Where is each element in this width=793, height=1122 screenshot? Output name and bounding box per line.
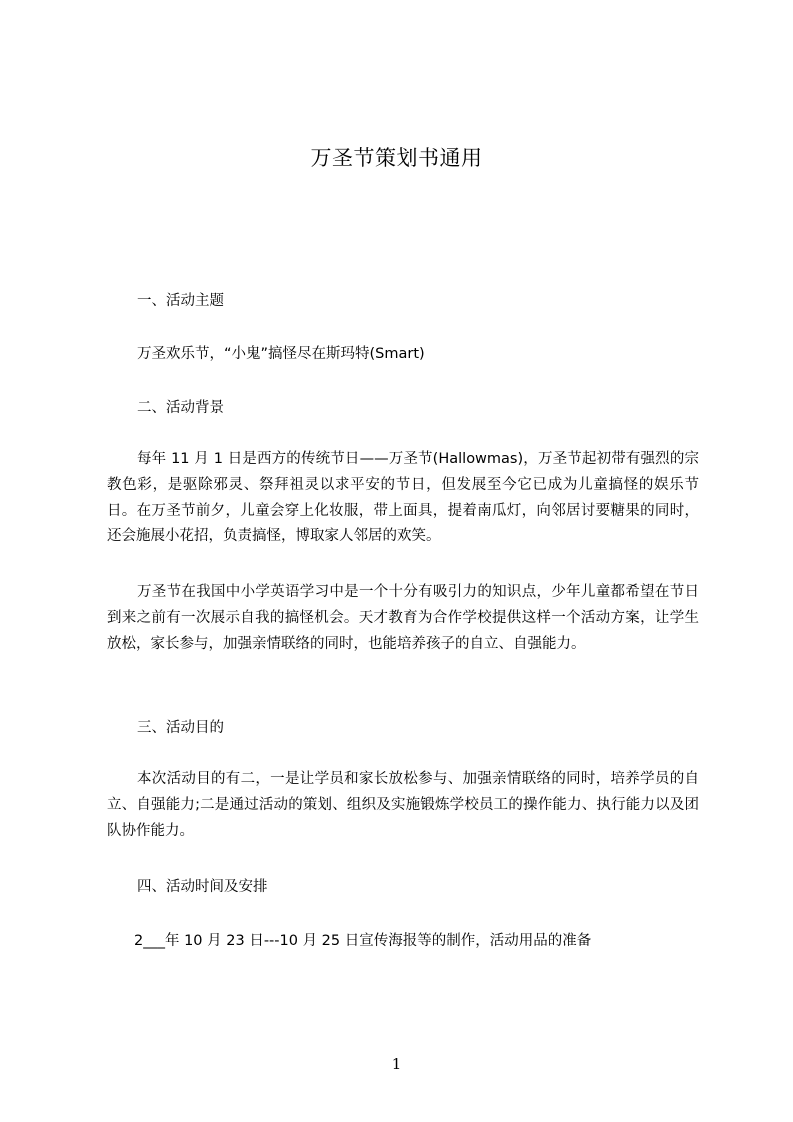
purpose-paragraph: 本次活动目的有二，一是让学员和家长放松参与、加强亲情联络的同时，培养学员的自立、自强能力;二是通过活动的策划、组织及实施锻炼学校员工的操作能力、执行能力以及团队协作能力。 [107, 771, 699, 839]
theme-text: 万圣欢乐节，“小鬼”搞怪尽在斯玛特(Smart) [137, 346, 425, 362]
background-paragraph-1: 每年 11 月 1 日是西方的传统节日——万圣节(Hallowmas)，万圣节起初带有强烈的宗教色彩，是驱除邪灵、祭拜祖灵以求平安的节日，但发展至今它已成为儿童搞怪的娱乐节日。在万圣节前夕，儿童会穿上化妆服，带上面具，提着南瓜灯，向邻居讨要糖果的同时，还会施展小花招，负责搞怪，博取家人邻居的欢笑。 [107, 451, 699, 545]
document-title: 万圣节策划书通用 [310, 146, 483, 170]
section-heading-purpose: 三、活动目的 [137, 720, 224, 736]
schedule-text: 2___年 10 月 23 日---10 月 25 日宣传海报等的制作，活动用品的准备 [134, 933, 592, 949]
section-heading-schedule: 四、活动时间及安排 [137, 879, 268, 895]
background-paragraph-2: 万圣节在我国中小学英语学习中是一个十分有吸引力的知识点，少年儿童都希望在节日到来之前有一次展示自我的搞怪机会。天才教育为合作学校提供这样一个活动方案，让学生放松，家长参与，加强亲情联络的同时，也能培养孩子的自立、自强能力。 [107, 584, 699, 652]
section-heading-theme: 一、活动主题 [137, 293, 224, 309]
section-heading-background: 二、活动背景 [137, 400, 224, 416]
page-number: 1 [391, 1055, 402, 1073]
